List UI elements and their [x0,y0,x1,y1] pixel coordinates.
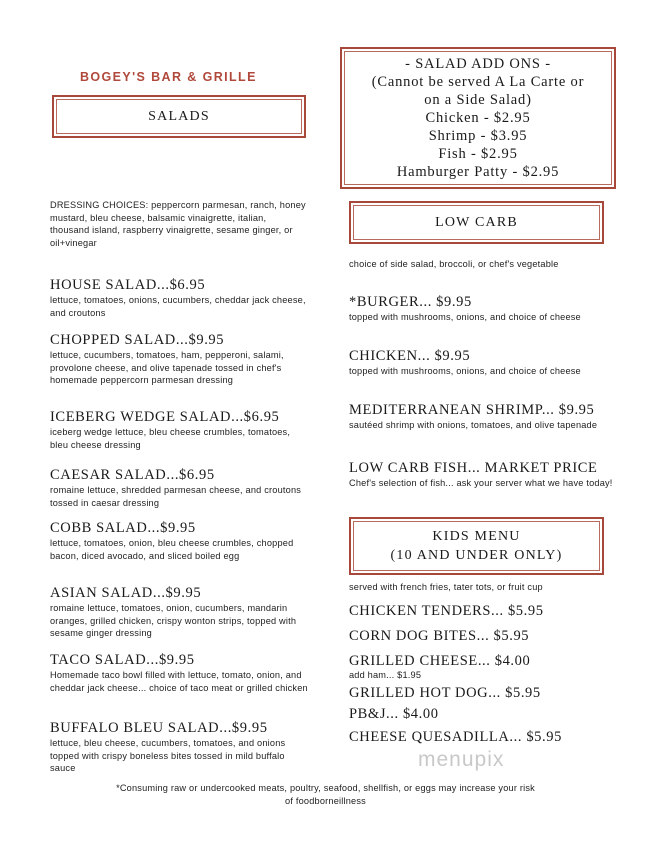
salad-title: BUFFALO BLEU SALAD...$9.95 [50,720,268,736]
restaurant-name: BOGEY'S BAR & GRILLE [80,70,257,84]
salad-description: lettuce, bleu cheese, cucumbers, tomatoes, and onions topped with crispy boneless bites tossed in mild buffalo sauce [50,738,286,773]
kids-item-title: GRILLED CHEESE... $4.00 [349,653,531,669]
kids-item-title: CHEESE QUESADILLA... $5.95 [349,729,562,745]
salad-item [50,520,310,562]
kids-item-addon: add ham... $1.95 [349,670,422,680]
low-carb-item [349,402,639,432]
kids-item [349,653,530,681]
low-carb-description: Chef's selection of fish... ask your server what we have today! [349,478,613,488]
salad-description: Homemade taco bowl filled with lettuce, tomato, onion, and cheddar jack cheese... choice of taco meat or grilled chicken [50,670,308,693]
addons-title: - SALAD ADD ONS - [405,56,551,72]
dressing-choices: DRESSING CHOICES: peppercorn parmesan, ranch, honey mustard, bleu cheese, balsamic vinaigrette, italian, thousand island, raspberry vinaigrette, sesame ginger, or oil+vinegar [50,200,306,248]
kids-menu-header: KIDS MENU [432,529,521,544]
kids-menu-age-note: (10 AND UNDER ONLY) [390,548,563,563]
salad-item [50,409,310,451]
low-carb-header: LOW CARB [435,214,518,230]
salad-description: romaine lettuce, tomatoes, onion, cucumbers, mandarin oranges, grilled chicken, crispy wonton strips, topped with sesame ginger dressing [50,603,297,638]
disclaimer [0,782,651,807]
salad-addons-box [340,47,616,189]
salad-description: romaine lettuce, shredded parmesan cheese, and croutons tossed in caesar dressing [50,485,302,508]
kids-item [349,729,562,746]
kids-item [349,603,544,620]
salad-item [50,720,310,775]
salads-header: SALADS [148,108,210,124]
salad-item [50,277,310,319]
salad-item [50,332,310,387]
low-carb-title: LOW CARB FISH... MARKET PRICE [349,460,598,476]
low-carb-title: MEDITERRANEAN SHRIMP... $9.95 [349,402,595,418]
kids-item [349,685,541,702]
addon-item: Shrimp - $3.95 [428,128,528,144]
low-carb-subtitle: choice of side salad, broccoli, or chef's vegetable [349,259,559,269]
addons-note: (Cannot be served A La Carte or [371,74,585,90]
salads-header-box [52,95,306,138]
addon-item: Chicken - $2.95 [425,110,531,126]
kids-item-title: PB&J... $4.00 [349,706,439,722]
salad-title: COBB SALAD...$9.95 [50,520,196,536]
addon-item: Fish - $2.95 [438,146,518,162]
salad-description: lettuce, cucumbers, tomatoes, ham, pepperoni, salami, provolone cheese, and olive tapenade tossed in chef's homemade peppercorn parmesan dressing [50,350,284,385]
salad-description: iceberg wedge lettuce, bleu cheese crumbles, tomatoes, bleu cheese dressing [50,427,291,450]
kids-item-title: CORN DOG BITES... $5.95 [349,628,530,644]
kids-menu-header-box [349,517,604,575]
salad-item [50,585,310,640]
kids-item [349,706,439,723]
watermark: menupix [418,748,505,771]
disclaimer-line: of foodborneillness [285,795,366,806]
salad-description: lettuce, tomatoes, onion, bleu cheese crumbles, chopped bacon, diced avocado, and sliced boiled egg [50,538,294,561]
salad-title: ICEBERG WEDGE SALAD...$6.95 [50,409,280,425]
low-carb-header-box [349,201,604,244]
salad-item [50,467,310,509]
low-carb-description: topped with mushrooms, onions, and choice of cheese [349,366,581,376]
disclaimer-line: *Consuming raw or undercooked meats, poultry, seafood, shellfish, or eggs may increase your risk [116,783,535,793]
kids-item-title: GRILLED HOT DOG... $5.95 [349,685,541,701]
addons-note: on a Side Salad) [424,92,532,108]
low-carb-description: sautéed shrimp with onions, tomatoes, and olive tapenade [349,420,598,430]
salad-title: HOUSE SALAD...$6.95 [50,277,206,293]
low-carb-description: topped with mushrooms, onions, and choice of cheese [349,312,581,322]
kids-item [349,628,529,645]
salad-title: CHOPPED SALAD...$9.95 [50,332,225,348]
salad-item [50,652,310,694]
addon-item: Hamburger Patty - $2.95 [396,164,560,180]
kids-item-title: CHICKEN TENDERS... $5.95 [349,603,544,619]
low-carb-item [349,460,639,490]
low-carb-title: CHICKEN... $9.95 [349,348,471,364]
low-carb-title: *BURGER... $9.95 [349,294,472,310]
low-carb-item [349,348,619,378]
kids-subtitle: served with french fries, tater tots, or fruit cup [349,582,543,592]
salad-description: lettuce, tomatoes, onions, cucumbers, cheddar jack cheese, and croutons [50,295,306,318]
low-carb-item [349,294,619,324]
salad-title: ASIAN SALAD...$9.95 [50,585,202,601]
salad-title: TACO SALAD...$9.95 [50,652,195,668]
salad-title: CAESAR SALAD...$6.95 [50,467,215,483]
